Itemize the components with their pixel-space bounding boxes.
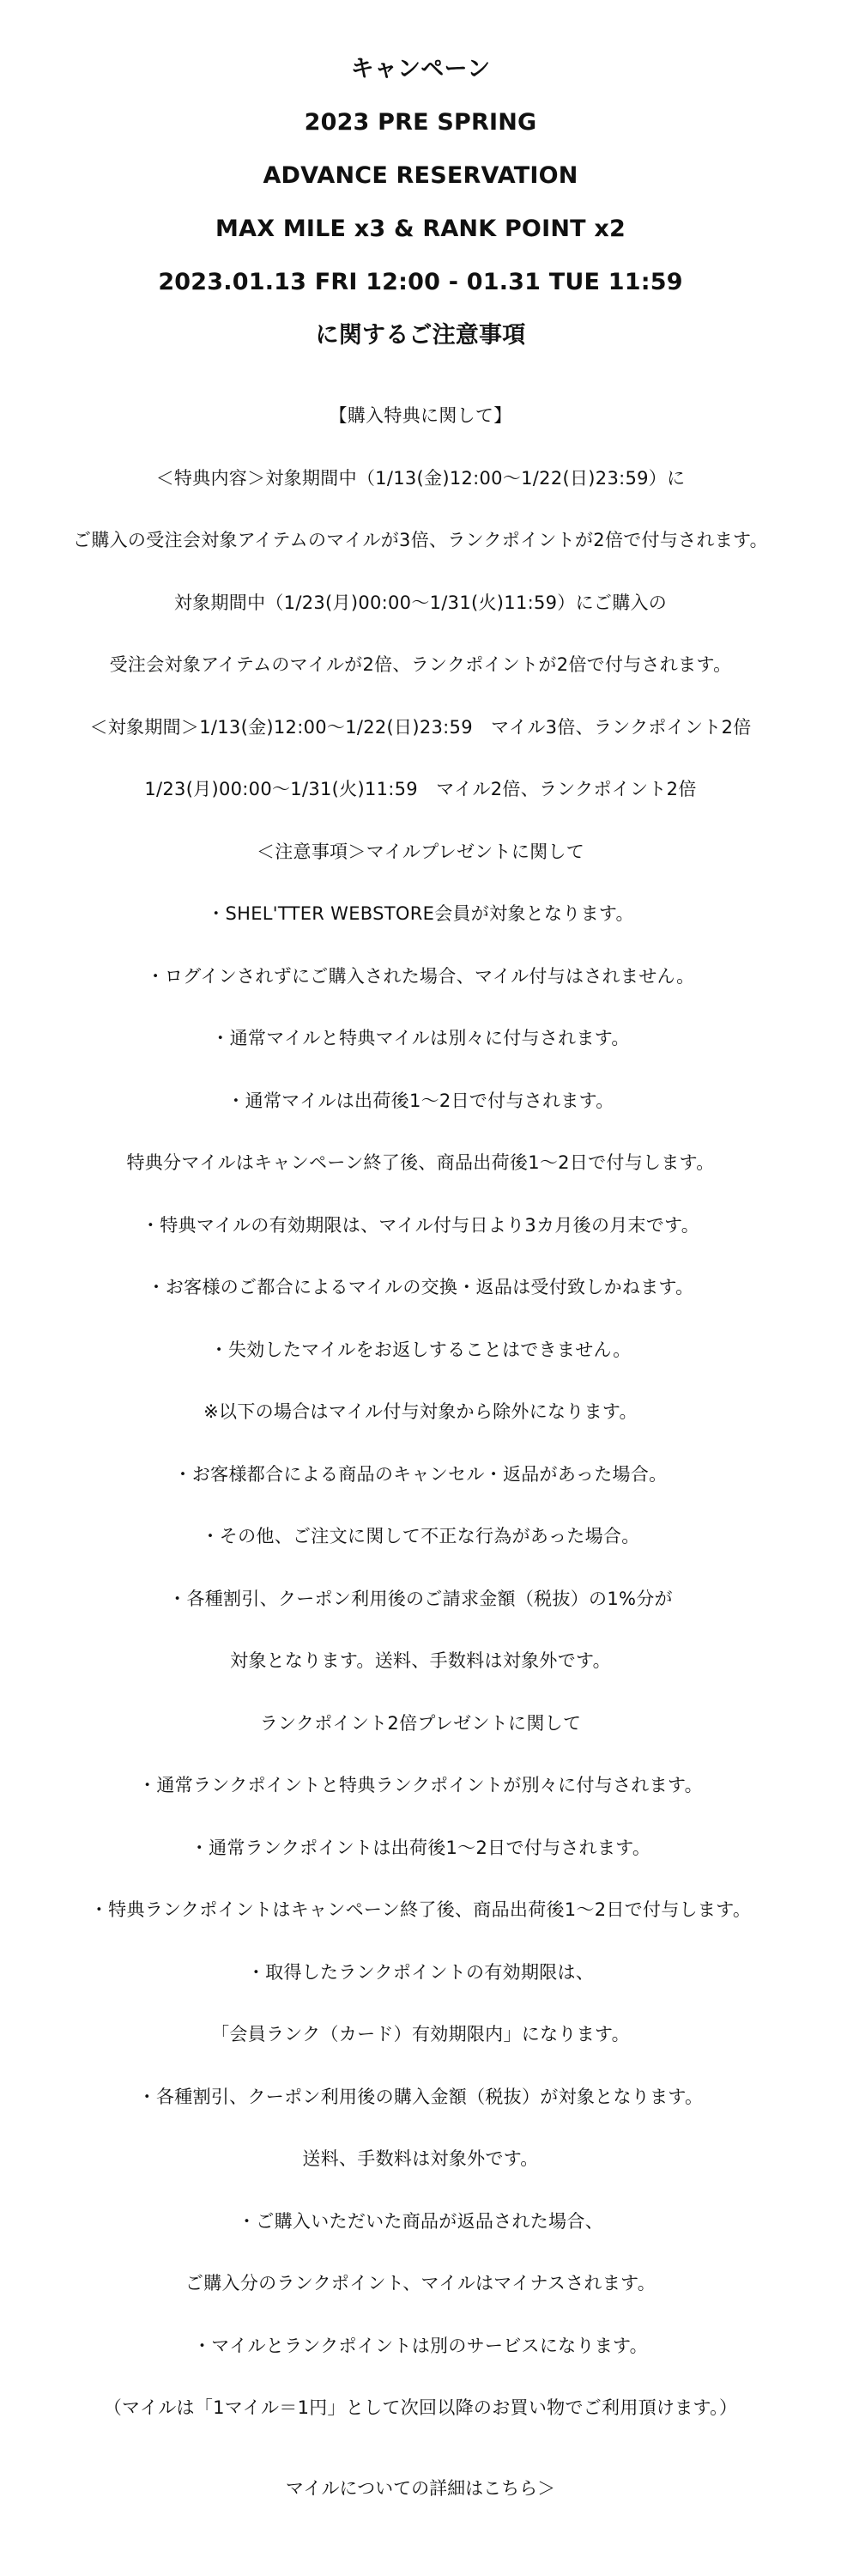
title-line: キャンペーン [350,56,491,82]
notice-line: ＜特典内容＞対象期間中（1/13(金)12:00〜1/22(日)23:59）に [155,467,686,489]
notice-line: ・マイルとランクポイントは別のサービスになります。 [193,2335,648,2356]
title-line: 2023.01.13 FRI 12:00 - 01.31 TUE 11:59 [158,269,683,295]
notice-line: ※以下の場合はマイル付与対象から除外になります。 [203,1401,638,1422]
notice-line: 1/23(月)00:00〜1/31(火)11:59 マイル2倍、ランクポイント2倍 [144,779,697,799]
title-line: 2023 PRE SPRING [304,109,537,136]
notice-line: ・お客様のご都合によるマイルの交換・返品は受付致しかねます。 [147,1277,694,1297]
notice-line: 対象期間中（1/23(月)00:00〜1/31(火)11:59）にご購入の [173,592,668,613]
notice-line: ・ログインされずにご購入された場合、マイル付与はされません。 [146,965,695,987]
notice-line: ・特典マイルの有効期限は、マイル付与日より3カ月後の月末です。 [141,1214,700,1236]
notice-line: ご購入分のランクポイント、マイルはマイナスされます。 [185,2273,656,2293]
notice-line: ご購入の受注会対象アイテムのマイルが3倍、ランクポイントが2倍で付与されます。 [73,530,768,550]
notice-line: ・SHEL'TTER WEBSTORE会員が対象となります。 [207,903,634,924]
section-heading-mile-notes: ＜注意事項＞マイルプレゼントに関して [256,841,585,862]
notice-line: ＜対象期間＞1/13(金)12:00〜1/22(日)23:59 マイル3倍、ランクポイント2倍 [89,716,752,738]
notice-line: 送料、手数料は対象外です。 [302,2148,539,2169]
notice-line: ・お客様都合による商品のキャンセル・返品があった場合。 [173,1463,668,1485]
notice-line: ・特典ランクポイントはキャンペーン終了後、商品出荷後1〜2日で付与します。 [89,1899,752,1920]
notice-line: （マイルは「1マイル＝1円」として次回以降のお買い物でご利用頂けます。） [103,2397,738,2418]
notice-line: ・通常マイルは出荷後1〜2日で付与されます。 [227,1090,614,1111]
section-heading-rank-point: ランクポイント2倍プレゼントに関して [259,1712,582,1734]
notice-line: ・その他、ご注文に関して不正な行為があった場合。 [201,1526,640,1546]
notice-line: ・通常ランクポイントは出荷後1〜2日で付与されます。 [190,1837,651,1858]
mile-details-link[interactable]: マイルについての詳細はこちら＞ [285,2478,556,2499]
title-line: ADVANCE RESERVATION [263,162,578,189]
notice-line: ・ご購入いただいた商品が返品された場合、 [238,2210,603,2232]
notice-line: 対象となります。送料、手数料は対象外です。 [230,1650,611,1671]
notice-line: ・各種割引、クーポン利用後の購入金額（税抜）が対象となります。 [137,2086,704,2107]
notice-line: ・失効したマイルをお返しすることはできません。 [209,1339,632,1360]
title-line: に関するご注意事項 [315,322,526,349]
notice-line: ・取得したランクポイントの有効期限は、 [246,1961,595,1983]
notice-line: ・通常ランクポイントと特典ランクポイントが別々に付与されます。 [138,1775,703,1795]
notice-body [0,400,841,2455]
notice-line: ・通常マイルと特典マイルは別々に付与されます。 [211,1028,630,1048]
notice-line: ・各種割引、クーポン利用後のご請求金額（税抜）の1%分が [168,1588,673,1609]
campaign-title [0,43,841,362]
section-heading-purchase-benefits: 【購入特典に関して】 [329,405,512,426]
notice-line: 受注会対象アイテムのマイルが2倍、ランクポイントが2倍で付与されます。 [109,654,732,675]
title-line: MAX MILE x3 & RANK POINT x2 [215,216,626,242]
notice-line: 「会員ランク（カード）有効期限内」になります。 [211,2024,630,2044]
notice-line: 特典分マイルはキャンペーン終了後、商品出荷後1〜2日で付与します。 [126,1152,715,1173]
